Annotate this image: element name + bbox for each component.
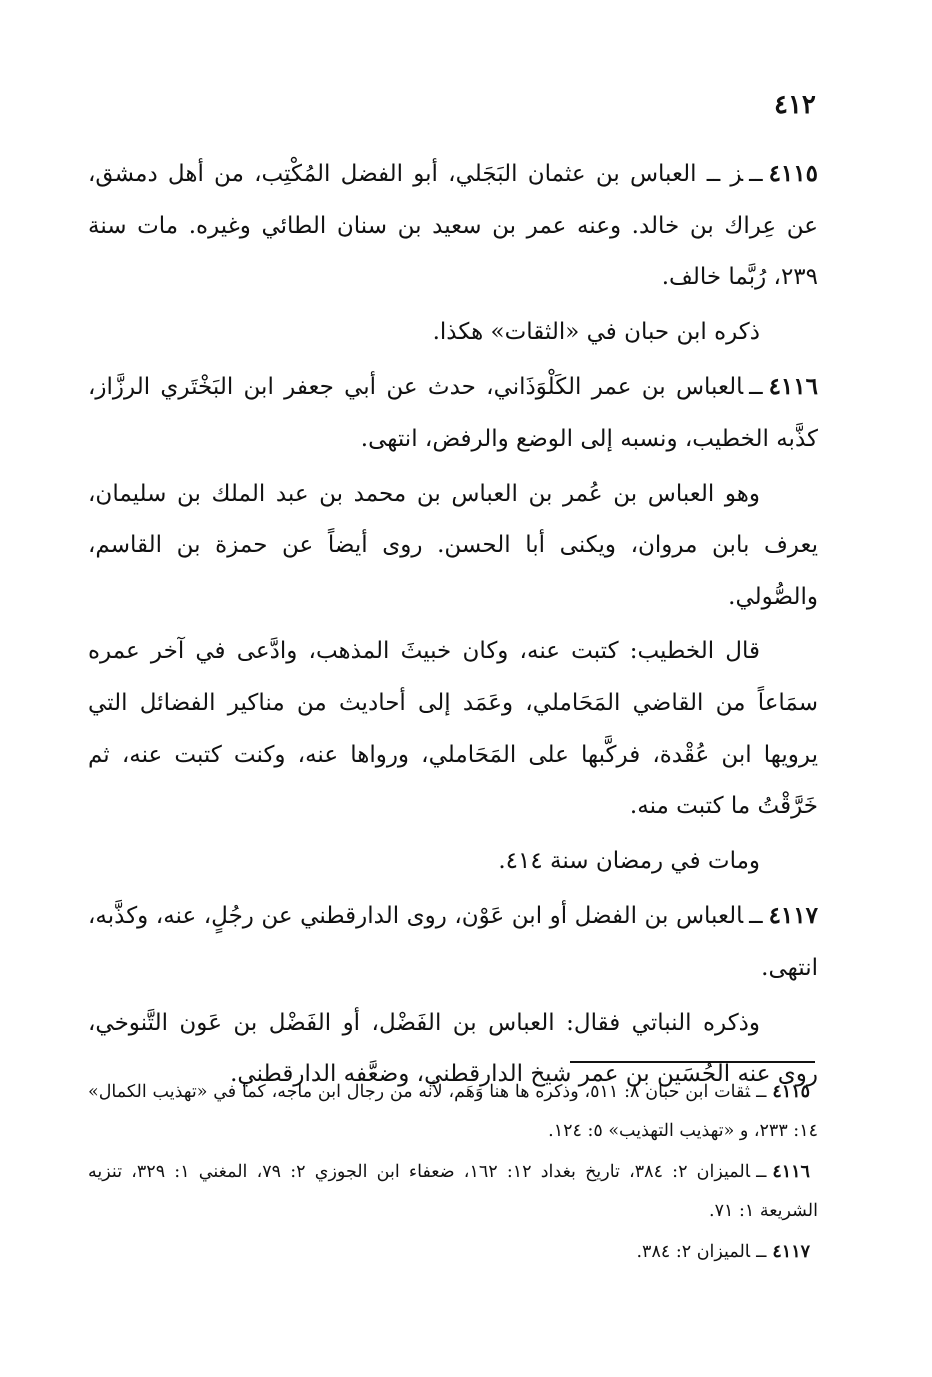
paragraph: قال الخطيب: كتبت عنه، وكان خبيثَ المذهب، وادَّعى في آخر عمره سمَاعاً من القاضي المَحَاملي، وعَمَد إلى أحاديث من مناكير الفضائل التي يرويها ابن عُقْدة، فركَّبها على المَحَاملي، ورواها عنه، وكنت كتبت عنه، ثم خَرَّقْتُ ما كتبت منه. [88,638,818,820]
entry-dash: ــ [749,161,763,187]
footnotes [88,1073,818,1275]
entry-4115 [88,148,818,304]
entry-number: ٤١١٥ [768,160,818,187]
footnote-text: الميزان ٢: ٣٨٤، تاريخ بغداد ١٢: ١٦٢، ضعفاء ابن الجوزي ٢: ٧٩، المغني ١: ٣٢٩، تنزيه الشريعة ١: ٧١. [88,1162,818,1221]
footnote-separator [570,1061,815,1063]
footnote-number: ٤١١٥ [772,1082,810,1102]
entry-text: العباس بن الفضل أو ابن عَوْن، روى الدارقطني عن رجُلٍ، عنه، وكذَّبه، انتهى. [88,903,818,981]
entry-4116 [88,361,818,465]
paragraph: وهو العباس بن عُمر بن العباس بن محمد بن عبد الملك بن سليمان، يعرف بابن مروان، ويكنى أبا الحسن. روى أيضاً عن حمزة بن القاسم، والصُّولي. [88,480,818,610]
page-number: ٤١٢ [774,90,816,120]
entry-dash: ــ [749,903,763,930]
entry-text: ز ــ العباس بن عثمان البَجَلي، أبو الفضل المُكْتِب، من أهل دمشق، عن عِراك بن خالد. وعنه عمر بن سعيد بن سنان الطائي وغيره. مات سنة ٢٣٩، رُبَّما خالف. [88,161,818,291]
paragraph: ذكره ابن حبان في «الثقات» هكذا. [432,318,760,345]
footnote-number: ٤١١٦ [772,1162,810,1182]
footnote-text: الميزان ٢: ٣٨٤. [636,1242,751,1262]
footnote-dash: ــ [756,1242,767,1262]
paragraph: وذكره النباتي فقال: العباس بن الفَضْل، أو الفَضْل بن عَون التَّنوخي، روى عنه الحُسَين بن عمر شيخ الدارقطني، وضعَّفه الدارقطني. [88,1009,818,1088]
footnote [88,1233,818,1272]
footnote-dash: ــ [756,1082,767,1102]
main-text [88,148,818,1104]
footnote [88,1153,818,1230]
entry-number: ٤١١٧ [768,902,818,930]
footnote [88,1073,818,1150]
footnote-dash: ــ [756,1162,767,1182]
footnote-text: ثقات ابن حبان ٨: ٥١١، وذكره ها هنا وَهَم، لأنه من رجال ابن ماجه، كما في «تهذيب الكمال» ١٤: ٢٣٣، و «تهذيب التهذيب» ٥: ١٢٤. [88,1082,818,1141]
entry-number: ٤١١٦ [768,373,818,401]
entry-4117 [88,890,818,994]
footnote-number: ٤١١٧ [772,1242,810,1262]
entry-dash: ــ [749,374,763,401]
paragraph: ومات في رمضان سنة ٤١٤. [498,847,760,874]
entry-text: العباس بن عمر الكَلْوَذَاني، حدث عن أبي جعفر ابن البَخْتَري الرزَّاز، كذَّبه الخطيب، ونسبه إلى الوضع والرفض، انتهى. [88,374,818,452]
